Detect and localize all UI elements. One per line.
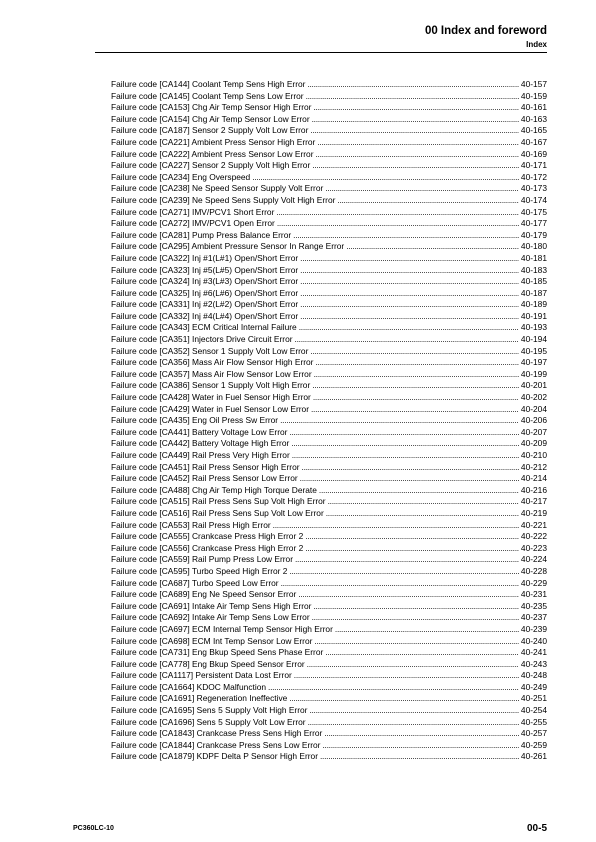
- index-entry-page: 40-209: [520, 438, 547, 449]
- index-entry-title: Failure code [CA1664] KDOC Malfunction: [111, 681, 267, 692]
- dot-leader: [312, 612, 519, 624]
- index-entry-title: Failure code [CA516] Rail Press Sens Sup Volt Low Error: [111, 507, 324, 518]
- dot-leader: [277, 218, 519, 230]
- index-entry-title: Failure code [CA553] Rail Press High Error: [111, 519, 271, 530]
- index-entry[interactable]: [111, 705, 547, 717]
- index-entry-title: Failure code [CA731] Eng Bkup Speed Sens Phase Error: [111, 647, 324, 658]
- index-entry[interactable]: [111, 149, 547, 161]
- index-entry[interactable]: [111, 125, 547, 137]
- model-number: PC360LC-10: [73, 825, 114, 832]
- dot-leader: [276, 207, 519, 219]
- index-entry-title: Failure code [CA271] IMV/PCV1 Short Error: [111, 206, 275, 217]
- index-entry[interactable]: [111, 299, 547, 311]
- dot-leader: [313, 601, 518, 613]
- index-entry-title: Failure code [CA1696] Sens 5 Supply Volt Low Error: [111, 716, 306, 727]
- index-entry-title: Failure code [CA295] Ambient Pressure Sensor In Range Error: [111, 241, 345, 252]
- index-entry[interactable]: [111, 218, 547, 230]
- index-entry-title: Failure code [CA352] Sensor 1 Supply Volt Low Error: [111, 345, 309, 356]
- index-entry-title: Failure code [CA234] Eng Overspeed: [111, 171, 251, 182]
- index-entry-page: 40-175: [520, 206, 547, 217]
- dot-leader: [324, 728, 519, 740]
- index-entry[interactable]: [111, 137, 547, 149]
- index-entry-page: 40-185: [520, 276, 547, 287]
- index-entry[interactable]: [111, 751, 547, 763]
- index-entry-page: 40-204: [520, 403, 547, 414]
- index-entry-page: 40-224: [520, 554, 547, 565]
- index-entry[interactable]: [111, 624, 547, 636]
- index-entry-title: Failure code [CA595] Turbo Speed High Error 2: [111, 565, 288, 576]
- index-entry[interactable]: [111, 265, 547, 277]
- index-entry-page: 40-167: [520, 136, 547, 147]
- dot-leader: [312, 160, 519, 172]
- index-entry-page: 40-193: [520, 322, 547, 333]
- index-entry[interactable]: [111, 693, 547, 705]
- index-entry-page: 40-248: [520, 670, 547, 681]
- index-entry-page: 40-179: [520, 229, 547, 240]
- dot-leader: [268, 682, 519, 694]
- index-entry-page: 40-187: [520, 287, 547, 298]
- index-entry[interactable]: [111, 91, 547, 103]
- index-entry[interactable]: [111, 241, 547, 253]
- dot-leader: [294, 670, 519, 682]
- dot-leader: [313, 102, 518, 114]
- index-entry-title: Failure code [CA488] Chg Air Temp High Torque Derate: [111, 484, 317, 495]
- dot-leader: [314, 369, 519, 381]
- dot-leader: [315, 357, 518, 369]
- index-entry-title: Failure code [CA515] Rail Press Sens Sup Volt High Error: [111, 496, 326, 507]
- dot-leader: [319, 485, 519, 497]
- dot-leader: [308, 717, 519, 729]
- index-entry[interactable]: [111, 207, 547, 219]
- dot-leader: [316, 149, 519, 161]
- index-entry-title: Failure code [CA435] Eng Oil Press Sw Error: [111, 415, 279, 426]
- index-entry[interactable]: [111, 172, 547, 184]
- index-entry-page: 40-219: [520, 507, 547, 518]
- index-entry-page: 40-194: [520, 334, 547, 345]
- index-entry-title: Failure code [CA323] Inj #5(L#5) Open/Short Error: [111, 264, 299, 275]
- index-entry-page: 40-216: [520, 484, 547, 495]
- index-entry[interactable]: [111, 462, 547, 474]
- index-entry[interactable]: [111, 102, 547, 114]
- dot-leader: [300, 299, 519, 311]
- header-divider: [95, 52, 547, 53]
- index-entry-title: Failure code [CA692] Intake Air Temp Sens Low Error: [111, 612, 310, 623]
- index-entry-page: 40-173: [520, 183, 547, 194]
- page-number: 00-5: [526, 823, 547, 834]
- dot-leader: [310, 125, 519, 137]
- index-entry[interactable]: [111, 114, 547, 126]
- index-entry-page: 40-259: [520, 739, 547, 750]
- index-entry[interactable]: [111, 717, 547, 729]
- dot-leader: [280, 415, 519, 427]
- index-entry-page: 40-207: [520, 426, 547, 437]
- index-entry-page: 40-202: [520, 392, 547, 403]
- index-entry-title: Failure code [CA386] Sensor 1 Supply Volt High Error: [111, 380, 311, 391]
- index-entry-page: 40-195: [520, 345, 547, 356]
- index-entry-page: 40-180: [520, 241, 547, 252]
- index-entry-page: 40-257: [520, 728, 547, 739]
- index-entry-title: Failure code [CA697] ECM Internal Temp Sensor High Error: [111, 623, 333, 634]
- index-entry-page: 40-217: [520, 496, 547, 507]
- index-entry-title: Failure code [CA324] Inj #3(L#3) Open/Short Error: [111, 276, 299, 287]
- index-entry[interactable]: [111, 438, 547, 450]
- index-entry[interactable]: [111, 543, 547, 555]
- index-entry[interactable]: [111, 520, 547, 532]
- index-entry-title: Failure code [CA238] Ne Speed Sensor Supply Volt Error: [111, 183, 324, 194]
- index-entry-page: 40-243: [520, 658, 547, 669]
- index-entry[interactable]: [111, 311, 547, 323]
- dot-leader: [289, 693, 519, 705]
- index-entry[interactable]: [111, 195, 547, 207]
- index-entry-page: 40-159: [520, 90, 547, 101]
- index-entry-title: Failure code [CA451] Rail Press Sensor High Error: [111, 461, 300, 472]
- dot-leader: [320, 751, 519, 763]
- dot-leader: [291, 438, 519, 450]
- dot-leader: [328, 496, 519, 508]
- dot-leader: [300, 253, 519, 265]
- index-entry-page: 40-199: [520, 368, 547, 379]
- index-entry[interactable]: [111, 496, 547, 508]
- index-entry-title: Failure code [CA221] Ambient Press Sensor High Error: [111, 136, 316, 147]
- index-entry-title: Failure code [CA153] Chg Air Temp Sensor High Error: [111, 102, 312, 113]
- index-entry[interactable]: [111, 392, 547, 404]
- index-entry-title: Failure code [CA689] Eng Ne Speed Sensor Error: [111, 589, 297, 600]
- index-entry-title: Failure code [CA559] Rail Pump Press Low Error: [111, 554, 293, 565]
- dot-leader: [295, 334, 519, 346]
- index-entry-page: 40-157: [520, 79, 547, 89]
- index-entry-title: Failure code [CA239] Ne Speed Sens Supply Volt High Error: [111, 194, 336, 205]
- index-list: [111, 79, 547, 763]
- index-entry-page: 40-251: [520, 693, 547, 704]
- index-entry-page: 40-174: [520, 194, 547, 205]
- index-entry[interactable]: [111, 322, 547, 334]
- index-entry-title: Failure code [CA222] Ambient Press Sensor Low Error: [111, 148, 314, 159]
- dot-leader: [310, 346, 519, 358]
- index-entry-title: Failure code [CA187] Sensor 2 Supply Volt Low Error: [111, 125, 309, 136]
- dot-leader: [313, 392, 519, 404]
- index-entry-title: Failure code [CA441] Battery Voltage Low Error: [111, 426, 288, 437]
- index-entry-page: 40-214: [520, 473, 547, 484]
- index-entry-title: Failure code [CA1695] Sens 5 Supply Volt High Error: [111, 705, 308, 716]
- index-entry-title: Failure code [CA343] ECM Critical Internal Failure: [111, 322, 297, 333]
- index-entry-page: 40-240: [520, 635, 547, 646]
- dot-leader: [289, 566, 518, 578]
- index-entry-title: Failure code [CA1844] Crankcase Press Sens Low Error: [111, 739, 321, 750]
- index-entry-page: 40-261: [520, 751, 547, 762]
- index-entry[interactable]: [111, 404, 547, 416]
- index-entry-page: 40-212: [520, 461, 547, 472]
- index-entry[interactable]: [111, 566, 547, 578]
- index-entry-title: Failure code [CA556] Crankcase Press High Error 2: [111, 542, 304, 553]
- index-entry-page: 40-183: [520, 264, 547, 275]
- dot-leader: [302, 462, 519, 474]
- index-entry-title: Failure code [CA227] Sensor 2 Supply Volt High Error: [111, 160, 311, 171]
- dot-leader: [273, 520, 519, 532]
- index-entry-title: Failure code [CA332] Inj #4(L#4) Open/Short Error: [111, 310, 299, 321]
- dot-leader: [335, 624, 519, 636]
- index-entry-page: 40-222: [520, 531, 547, 542]
- index-entry-page: 40-201: [520, 380, 547, 391]
- index-entry-title: Failure code [CA145] Coolant Temp Sens Low Error: [111, 90, 304, 101]
- index-entry-title: Failure code [CA331] Inj #2(L#2) Open/Short Error: [111, 299, 299, 310]
- index-entry-page: 40-221: [520, 519, 547, 530]
- dot-leader: [325, 183, 519, 195]
- dot-leader: [300, 473, 519, 485]
- dot-leader: [326, 508, 519, 520]
- index-entry[interactable]: [111, 601, 547, 613]
- index-entry-title: Failure code [CA351] Injectors Drive Circuit Error: [111, 334, 293, 345]
- index-entry-title: Failure code [CA778] Eng Bkup Speed Sensor Error: [111, 658, 305, 669]
- dot-leader: [314, 636, 519, 648]
- index-entry-title: Failure code [CA452] Rail Press Sensor Low Error: [111, 473, 298, 484]
- index-entry-title: Failure code [CA322] Inj #1(L#1) Open/Short Error: [111, 252, 299, 263]
- dot-leader: [307, 79, 518, 91]
- index-entry-title: Failure code [CA555] Crankcase Press High Error 2: [111, 531, 304, 542]
- index-entry[interactable]: [111, 485, 547, 497]
- section-subtitle: Index: [526, 40, 547, 49]
- index-entry-page: 40-169: [520, 148, 547, 159]
- dot-leader: [317, 137, 519, 149]
- index-entry-title: Failure code [CA281] Pump Press Balance Error: [111, 229, 292, 240]
- index-entry-title: Failure code [CA154] Chg Air Temp Sensor Low Error: [111, 113, 310, 124]
- index-entry-title: Failure code [CA698] ECM Int Temp Sensor Low Error: [111, 635, 313, 646]
- index-entry-page: 40-163: [520, 113, 547, 124]
- index-entry[interactable]: [111, 79, 547, 91]
- index-entry-title: Failure code [CA1691] Regeneration Ineffective: [111, 693, 288, 704]
- index-entry-title: Failure code [CA144] Coolant Temp Sens High Error: [111, 79, 306, 89]
- index-entry-title: Failure code [CA356] Mass Air Flow Sensor High Error: [111, 357, 314, 368]
- index-entry[interactable]: [111, 740, 547, 752]
- dot-leader: [300, 265, 519, 277]
- dot-leader: [295, 554, 519, 566]
- index-entry-page: 40-237: [520, 612, 547, 623]
- index-entry-page: 40-171: [520, 160, 547, 171]
- index-entry-page: 40-172: [520, 171, 547, 182]
- dot-leader: [306, 91, 519, 103]
- dot-leader: [312, 114, 519, 126]
- index-entry-page: 40-206: [520, 415, 547, 426]
- index-entry[interactable]: [111, 357, 547, 369]
- index-entry[interactable]: [111, 427, 547, 439]
- index-entry-title: Failure code [CA442] Battery Voltage High Error: [111, 438, 290, 449]
- index-entry[interactable]: [111, 508, 547, 520]
- index-entry[interactable]: [111, 636, 547, 648]
- dot-leader: [322, 740, 518, 752]
- index-entry[interactable]: [111, 230, 547, 242]
- index-entry-title: Failure code [CA449] Rail Press Very High Error: [111, 450, 290, 460]
- dot-leader: [305, 543, 519, 555]
- index-entry[interactable]: [111, 369, 547, 381]
- index-entry[interactable]: [111, 682, 547, 694]
- dot-leader: [298, 589, 519, 601]
- dot-leader: [312, 380, 519, 392]
- index-entry[interactable]: [111, 276, 547, 288]
- index-entry-page: 40-189: [520, 299, 547, 310]
- index-entry-title: Failure code [CA428] Water in Fuel Sensor High Error: [111, 392, 311, 403]
- index-entry[interactable]: [111, 473, 547, 485]
- index-entry[interactable]: [111, 160, 547, 172]
- dot-leader: [307, 659, 519, 671]
- index-entry-page: 40-235: [520, 600, 547, 611]
- index-entry[interactable]: [111, 670, 547, 682]
- dot-leader: [300, 276, 519, 288]
- index-entry-title: Failure code [CA1117] Persistent Data Lost Error: [111, 670, 292, 681]
- index-entry[interactable]: [111, 288, 547, 300]
- index-entry[interactable]: [111, 589, 547, 601]
- index-entry-page: 40-161: [520, 102, 547, 113]
- dot-leader: [305, 531, 519, 543]
- index-entry-page: 40-191: [520, 310, 547, 321]
- index-entry[interactable]: [111, 659, 547, 671]
- index-entry[interactable]: [111, 578, 547, 590]
- index-entry-page: 40-254: [520, 705, 547, 716]
- dot-leader: [311, 404, 519, 416]
- index-entry-title: Failure code [CA1879] KDPF Delta P Sensor High Error: [111, 751, 318, 762]
- dot-leader: [299, 322, 519, 334]
- index-entry[interactable]: [111, 531, 547, 543]
- index-entry-page: 40-229: [520, 577, 547, 588]
- index-entry-page: 40-249: [520, 681, 547, 692]
- index-entry-title: Failure code [CA325] Inj #6(L#6) Open/Short Error: [111, 287, 299, 298]
- index-entry[interactable]: [111, 253, 547, 265]
- index-entry-page: 40-231: [520, 589, 547, 600]
- section-title: 00 Index and foreword: [424, 25, 547, 37]
- index-entry[interactable]: [111, 334, 547, 346]
- index-entry-page: 40-210: [520, 450, 547, 460]
- index-entry-title: Failure code [CA687] Turbo Speed Low Error: [111, 577, 279, 588]
- index-entry-title: Failure code [CA357] Mass Air Flow Sensor Low Error: [111, 368, 312, 379]
- index-entry-page: 40-255: [520, 716, 547, 727]
- dot-leader: [252, 172, 519, 184]
- dot-leader: [337, 195, 519, 207]
- dot-leader: [300, 311, 519, 323]
- index-entry[interactable]: [111, 450, 547, 462]
- index-entry[interactable]: [111, 380, 547, 392]
- index-entry[interactable]: [111, 183, 547, 195]
- index-entry-page: 40-177: [520, 218, 547, 229]
- index-entry[interactable]: [111, 415, 547, 427]
- index-entry-page: 40-197: [520, 357, 547, 368]
- index-entry[interactable]: [111, 346, 547, 358]
- index-entry-title: Failure code [CA1843] Crankcase Press Sens High Error: [111, 728, 323, 739]
- index-entry-page: 40-228: [520, 565, 547, 576]
- index-entry-page: 40-223: [520, 542, 547, 553]
- dot-leader: [293, 230, 519, 242]
- dot-leader: [300, 288, 519, 300]
- index-entry-page: 40-181: [520, 252, 547, 263]
- dot-leader: [309, 705, 518, 717]
- index-entry[interactable]: [111, 647, 547, 659]
- index-entry-page: 40-241: [520, 647, 547, 658]
- index-entry-page: 40-239: [520, 623, 547, 634]
- dot-leader: [325, 647, 519, 659]
- index-entry-title: Failure code [CA272] IMV/PCV1 Open Error: [111, 218, 275, 229]
- dot-leader: [346, 241, 519, 253]
- dot-leader: [292, 450, 519, 462]
- dot-leader: [289, 427, 518, 439]
- dot-leader: [281, 578, 519, 590]
- index-entry[interactable]: [111, 554, 547, 566]
- index-entry-page: 40-165: [520, 125, 547, 136]
- index-entry-title: Failure code [CA429] Water in Fuel Sensor Low Error: [111, 403, 309, 414]
- index-entry[interactable]: [111, 612, 547, 624]
- index-entry-title: Failure code [CA691] Intake Air Temp Sens High Error: [111, 600, 312, 611]
- index-entry[interactable]: [111, 728, 547, 740]
